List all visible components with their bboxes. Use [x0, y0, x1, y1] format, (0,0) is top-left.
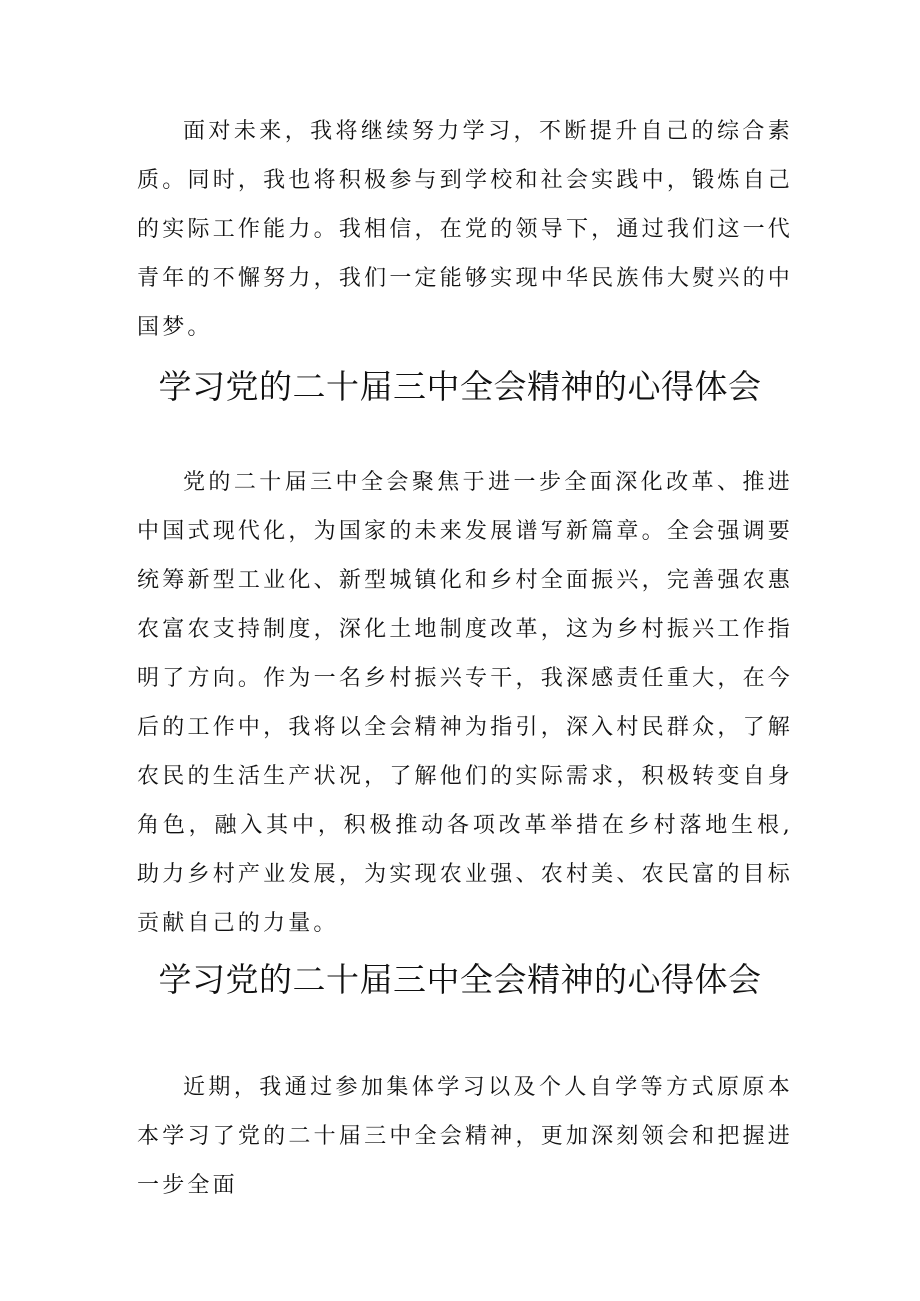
section-heading-2: 学习党的二十届三中全会精神的心得体会	[158, 960, 762, 999]
paragraph-closing: 面对未来，我将继续努力学习，不断提升自己的综合素质。同时，我也将积极参与到学校和社会实践中，锻炼自己的实际工作能力。我相信，在党的领导下，通过我们这一代青年的不懈努力，我们一定能够实现中华民族伟大熨兴的中国梦。	[137, 119, 793, 340]
paragraph-body-1: 党的二十届三中全会聚焦于进一步全面深化改革、推进中国式现代化，为国家的未来发展谱写新篇章。全会强调要统筹新型工业化、新型城镇化和乡村全面振兴，完善强农惠农富农支持制度，深化土地制度改革，这为乡村振兴工作指明了方向。作为一名乡村振兴专干，我深感责任重大，在今后的工作中，我将以全会精神为指引，深入村民群众，了解农民的生活生产状况，了解他们的实际需求，积极转变自身角色，融入其中，积极推动各项改革举措在乡村落地生根,助力乡村产业发展，为实现农业强、农村美、农民富的目标贡献自己的力量。	[137, 470, 793, 936]
paragraph-body-2: 近期，我通过参加集体学习以及个人自学等方式原原本本学习了党的二十届三中全会精神，更加深刻领会和把握进一步全面	[137, 1075, 793, 1198]
section-heading-1: 学习党的二十届三中全会精神的心得体会	[158, 367, 762, 406]
